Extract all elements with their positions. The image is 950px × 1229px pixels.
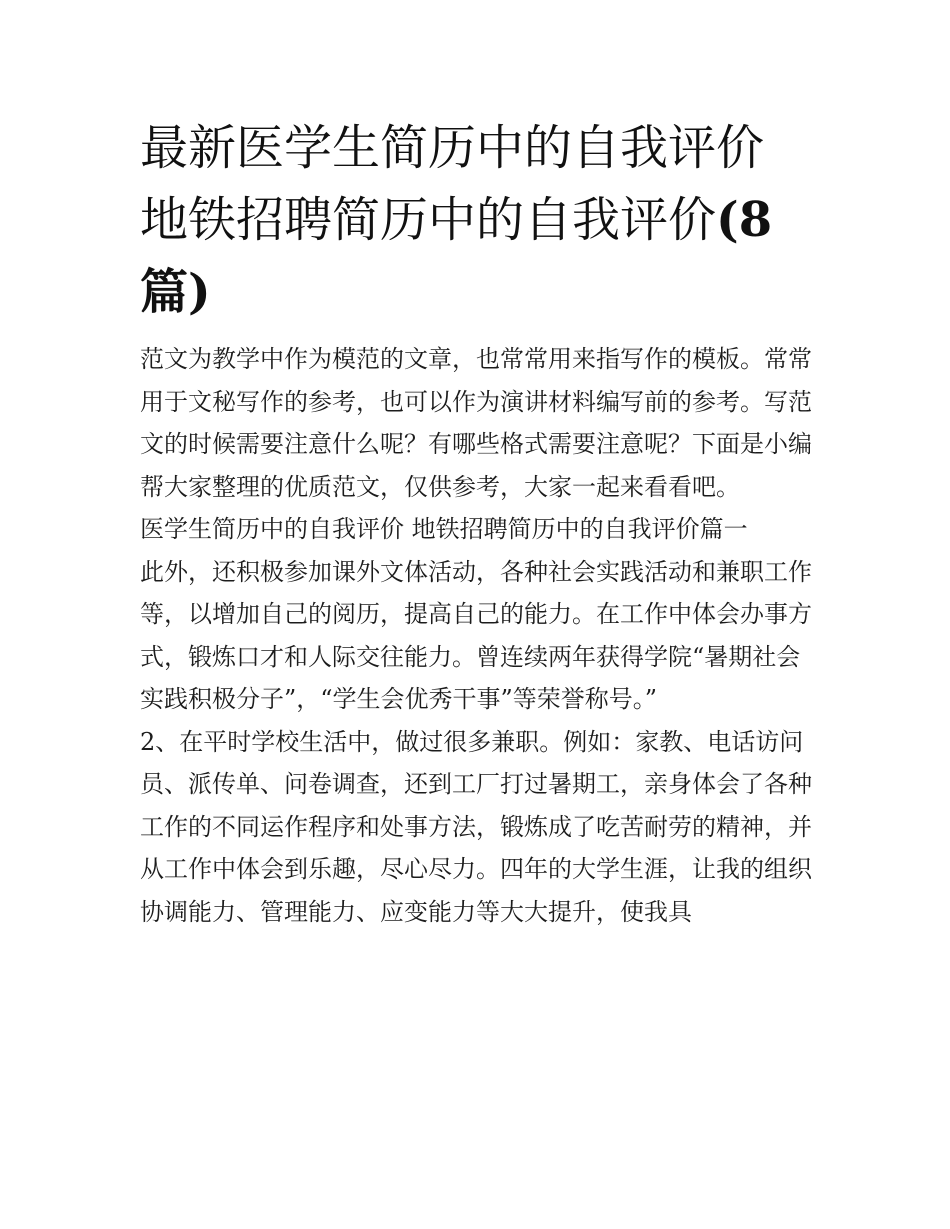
body-paragraph-1: 此外，还积极参加课外文体活动，各种社会实践活动和兼职工作等，以增加自己的阅历，提高自己的能力。在工作中体会办事方式，锻炼口才和人际交往能力。曾连续两年获得学院“暑期社会实践积极分子”，“学生会优秀干事”等荣誉称号。” [140, 557, 812, 713]
intro-paragraph: 范文为教学中作为模范的文章，也常常用来指写作的模板。常常用于文秘写作的参考，也可以作为演讲材料编写前的参考。写范文的时候需要注意什么呢？有哪些格式需要注意呢？下面是小编帮大家整理的优质范文，仅供参考，大家一起来看看吧。 [140, 345, 812, 501]
document-body [140, 112, 812, 933]
title-count-text: (8篇) [140, 192, 773, 320]
title-main-text: 最新医学生简历中的自我评价 地铁招聘简历中的自我评价 [140, 120, 765, 248]
body-paragraph-2: 2、在平时学校生活中，做过很多兼职。例如：家教、电话访问员、派传单、问卷调查，还到工厂打过暑期工，亲身体会了各种工作的不同运作程序和处事方法，锻炼成了吃苦耐劳的精神，并从工作中体会到乐趣，尽心尽力。四年的大学生涯，让我的组织协调能力、管理能力、应变能力等大大提升，使我具 [140, 727, 812, 926]
section-heading: 医学生简历中的自我评价 地铁招聘简历中的自我评价篇一 [140, 515, 748, 543]
document-title [140, 112, 812, 328]
